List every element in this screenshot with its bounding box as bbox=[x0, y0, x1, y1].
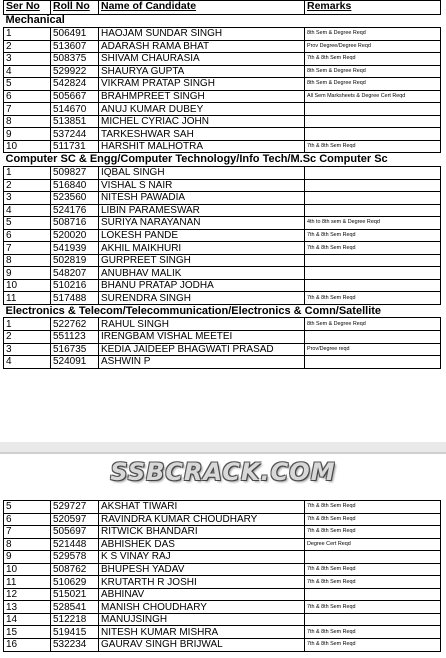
candidate-name-cell: SURIYA NARAYANAN bbox=[99, 217, 305, 230]
table-row bbox=[4, 356, 441, 369]
remarks-cell bbox=[305, 551, 441, 564]
roll-no-cell: 548207 bbox=[51, 267, 99, 280]
ser-no-cell: 9 bbox=[4, 128, 51, 141]
candidate-name-cell: SHAURYA GUPTA bbox=[99, 65, 305, 78]
roll-no-cell: 532234 bbox=[51, 639, 99, 652]
table-row bbox=[4, 217, 441, 230]
table-row bbox=[4, 513, 441, 526]
roll-no-cell: 506491 bbox=[51, 28, 99, 41]
table-row bbox=[4, 78, 441, 91]
roll-no-cell: 542824 bbox=[51, 78, 99, 91]
roll-no-cell: 508716 bbox=[51, 217, 99, 230]
remarks-cell bbox=[305, 331, 441, 344]
roll-no-cell: 508375 bbox=[51, 53, 99, 66]
ser-no-cell: 4 bbox=[4, 356, 51, 369]
table-row bbox=[4, 576, 441, 589]
candidate-name-cell: IQBAL SINGH bbox=[99, 166, 305, 179]
table-row bbox=[4, 115, 441, 128]
roll-no-cell: 522762 bbox=[51, 318, 99, 331]
table-row bbox=[4, 563, 441, 576]
table-row bbox=[4, 318, 441, 331]
remarks-cell: Prov/Degree reqd bbox=[305, 343, 441, 356]
remarks-cell bbox=[305, 166, 441, 179]
candidate-name-cell: VIKRAM PRATAP SINGH bbox=[99, 78, 305, 91]
table-row bbox=[4, 192, 441, 205]
roll-no-cell: 511731 bbox=[51, 140, 99, 153]
remarks-cell: 7th & 8th Sem Reqd bbox=[305, 229, 441, 242]
remarks-cell bbox=[305, 103, 441, 116]
candidate-name-cell: ANUJ KUMAR DUBEY bbox=[99, 103, 305, 116]
table-row bbox=[4, 65, 441, 78]
section-heading-row bbox=[4, 153, 441, 167]
ser-no-cell: 1 bbox=[4, 318, 51, 331]
ser-no-cell: 6 bbox=[4, 229, 51, 242]
roll-no-cell: 529578 bbox=[51, 551, 99, 564]
table-row bbox=[4, 279, 441, 292]
section-heading: Computer SC & Engg/Computer Technology/Info Tech/M.Sc Computer Sc bbox=[4, 153, 441, 167]
candidate-name-cell: TARKESHWAR SAH bbox=[99, 128, 305, 141]
remarks-cell: 7th & 8th Sem Reqd bbox=[305, 526, 441, 539]
remarks-cell: 7th & 8th Sem Reqd bbox=[305, 576, 441, 589]
remarks-header: Remarks bbox=[305, 1, 441, 15]
ser-no-cell: 4 bbox=[4, 204, 51, 217]
remarks-cell: Prov Degree/Degree Reqd bbox=[305, 40, 441, 53]
roll-no-cell: 505697 bbox=[51, 526, 99, 539]
remarks-cell: 7th & 8th Sem Reqd bbox=[305, 501, 441, 514]
remarks-cell: 7th & 8th Sem Reqd bbox=[305, 53, 441, 66]
candidate-name-cell: NITESH KUMAR MISHRA bbox=[99, 626, 305, 639]
roll-no-cell: 517488 bbox=[51, 292, 99, 305]
roll-no-cell: 513607 bbox=[51, 40, 99, 53]
ser-no-cell: 11 bbox=[4, 292, 51, 305]
ser-no-cell: 3 bbox=[4, 343, 51, 356]
ser-no-header: Ser No bbox=[4, 1, 51, 15]
remarks-cell bbox=[305, 588, 441, 601]
roll-no-cell: 551123 bbox=[51, 331, 99, 344]
candidate-name-cell: HAOJAM SUNDAR SINGH bbox=[99, 28, 305, 41]
remarks-cell bbox=[305, 179, 441, 192]
candidate-table-continued-body bbox=[4, 501, 441, 652]
remarks-cell: 7th & 8th Sem Reqd bbox=[305, 292, 441, 305]
table-row bbox=[4, 613, 441, 626]
table-row bbox=[4, 179, 441, 192]
candidate-table-continued bbox=[3, 500, 441, 652]
candidate-name-cell: KEDIA JAIDEEP BHAGWATI PRASAD bbox=[99, 343, 305, 356]
candidate-name-cell: GAURAV SINGH BRIJWAL bbox=[99, 639, 305, 652]
table-row bbox=[4, 551, 441, 564]
candidate-name-cell: KRUTARTH R JOSHI bbox=[99, 576, 305, 589]
ser-no-cell: 9 bbox=[4, 551, 51, 564]
candidate-name-cell: RAHUL SINGH bbox=[99, 318, 305, 331]
table-row bbox=[4, 229, 441, 242]
candidate-name-cell: SURENDRA SINGH bbox=[99, 292, 305, 305]
ser-no-cell: 8 bbox=[4, 538, 51, 551]
ser-no-cell: 7 bbox=[4, 526, 51, 539]
candidate-table-body bbox=[4, 1, 441, 369]
name-header: Name of Candidate bbox=[99, 1, 305, 15]
table-row bbox=[4, 90, 441, 103]
page-gap bbox=[0, 442, 446, 452]
remarks-cell: 8th Sem & Degree Reqd bbox=[305, 78, 441, 91]
candidate-name-cell: AKSHAT TIWARI bbox=[99, 501, 305, 514]
ser-no-cell: 15 bbox=[4, 626, 51, 639]
candidate-name-cell: HARSHIT MALHOTRA bbox=[99, 140, 305, 153]
remarks-cell: 8th Sem & Degree Reqd bbox=[305, 65, 441, 78]
ser-no-cell: 5 bbox=[4, 501, 51, 514]
remarks-cell: 7th & 8th Sem Reqd bbox=[305, 626, 441, 639]
watermark-text: SSBCRACK.COM bbox=[110, 458, 336, 486]
remarks-cell bbox=[305, 356, 441, 369]
candidate-name-cell: ABHISHEK DAS bbox=[99, 538, 305, 551]
remarks-cell bbox=[305, 254, 441, 267]
table-row bbox=[4, 588, 441, 601]
roll-no-cell: 523560 bbox=[51, 192, 99, 205]
roll-no-cell: 529727 bbox=[51, 501, 99, 514]
remarks-cell bbox=[305, 267, 441, 280]
remarks-cell: 4th to 8th sem & Degree Reqd bbox=[305, 217, 441, 230]
candidate-name-cell: BRAHMPREET SINGH bbox=[99, 90, 305, 103]
section-heading-row bbox=[4, 304, 441, 318]
section-heading: Mechanical bbox=[4, 14, 441, 28]
table-row bbox=[4, 128, 441, 141]
remarks-cell bbox=[305, 115, 441, 128]
ser-no-cell: 8 bbox=[4, 115, 51, 128]
remarks-cell bbox=[305, 128, 441, 141]
remarks-cell: 7th & 8th Sem Reqd bbox=[305, 639, 441, 652]
candidate-name-cell: VISHAL S NAIR bbox=[99, 179, 305, 192]
candidate-name-cell: ANUBHAV MALIK bbox=[99, 267, 305, 280]
table-row bbox=[4, 53, 441, 66]
ser-no-cell: 2 bbox=[4, 40, 51, 53]
roll-no-cell: 505667 bbox=[51, 90, 99, 103]
table-row bbox=[4, 292, 441, 305]
remarks-cell: 7th & 8th Sem Reqd bbox=[305, 513, 441, 526]
table-row bbox=[4, 501, 441, 514]
remarks-cell: 8th Sem & Degree Reqd bbox=[305, 318, 441, 331]
remarks-cell: 8th Sem & Degree Reqd bbox=[305, 28, 441, 41]
ser-no-cell: 10 bbox=[4, 279, 51, 292]
roll-no-cell: 528541 bbox=[51, 601, 99, 614]
ser-no-cell: 6 bbox=[4, 90, 51, 103]
roll-no-cell: 514670 bbox=[51, 103, 99, 116]
remarks-cell: 7th & 8th Sem Reqd bbox=[305, 140, 441, 153]
ser-no-cell: 10 bbox=[4, 563, 51, 576]
roll-no-cell: 520020 bbox=[51, 229, 99, 242]
page-gap-edge bbox=[0, 452, 446, 454]
table-row bbox=[4, 343, 441, 356]
ser-no-cell: 11 bbox=[4, 576, 51, 589]
candidate-name-cell: LIBIN PARAMESWAR bbox=[99, 204, 305, 217]
candidate-name-cell: BHANU PRATAP JODHA bbox=[99, 279, 305, 292]
table-row bbox=[4, 103, 441, 116]
roll-no-cell: 521448 bbox=[51, 538, 99, 551]
table-row bbox=[4, 626, 441, 639]
ser-no-cell: 10 bbox=[4, 140, 51, 153]
candidate-name-cell: MANUJSINGH bbox=[99, 613, 305, 626]
ser-no-cell: 3 bbox=[4, 192, 51, 205]
roll-no-cell: 513851 bbox=[51, 115, 99, 128]
candidate-name-cell: GURPREET SINGH bbox=[99, 254, 305, 267]
ser-no-cell: 6 bbox=[4, 513, 51, 526]
candidate-name-cell: MICHEL CYRIAC JOHN bbox=[99, 115, 305, 128]
remarks-cell: 7th & 8th Sem Reqd bbox=[305, 242, 441, 255]
ser-no-cell: 12 bbox=[4, 588, 51, 601]
remarks-cell: All Sem Marksheets & Degree Cert Reqd bbox=[305, 90, 441, 103]
roll-no-cell: 516735 bbox=[51, 343, 99, 356]
table-row bbox=[4, 28, 441, 41]
roll-no-cell: 510216 bbox=[51, 279, 99, 292]
ser-no-cell: 16 bbox=[4, 639, 51, 652]
remarks-cell bbox=[305, 613, 441, 626]
ser-no-cell: 5 bbox=[4, 78, 51, 91]
table-row bbox=[4, 526, 441, 539]
table-row bbox=[4, 267, 441, 280]
candidate-name-cell: RITWICK BHANDARI bbox=[99, 526, 305, 539]
candidate-name-cell: AKHIL MAIKHURI bbox=[99, 242, 305, 255]
roll-no-header: Roll No bbox=[51, 1, 99, 15]
ser-no-cell: 7 bbox=[4, 103, 51, 116]
candidate-name-cell: K S VINAY RAJ bbox=[99, 551, 305, 564]
ser-no-cell: 7 bbox=[4, 242, 51, 255]
roll-no-cell: 537244 bbox=[51, 128, 99, 141]
candidate-name-cell: RAVINDRA KUMAR CHOUDHARY bbox=[99, 513, 305, 526]
candidate-name-cell: ABHINAV bbox=[99, 588, 305, 601]
table-row bbox=[4, 40, 441, 53]
roll-no-cell: 509827 bbox=[51, 166, 99, 179]
ser-no-cell: 4 bbox=[4, 65, 51, 78]
table-row bbox=[4, 204, 441, 217]
ser-no-cell: 1 bbox=[4, 166, 51, 179]
candidate-name-cell: SHIVAM CHAURASIA bbox=[99, 53, 305, 66]
table-row bbox=[4, 639, 441, 652]
remarks-cell: Degree Cert Reqd bbox=[305, 538, 441, 551]
roll-no-cell: 519415 bbox=[51, 626, 99, 639]
roll-no-cell: 515021 bbox=[51, 588, 99, 601]
table-header-row bbox=[4, 1, 441, 15]
ser-no-cell: 2 bbox=[4, 331, 51, 344]
roll-no-cell: 541939 bbox=[51, 242, 99, 255]
table-row bbox=[4, 254, 441, 267]
candidate-name-cell: NITESH PAWADIA bbox=[99, 192, 305, 205]
roll-no-cell: 529922 bbox=[51, 65, 99, 78]
roll-no-cell: 516840 bbox=[51, 179, 99, 192]
remarks-cell: 7th & 8th Sem Reqd bbox=[305, 563, 441, 576]
ser-no-cell: 5 bbox=[4, 217, 51, 230]
remarks-cell bbox=[305, 279, 441, 292]
ser-no-cell: 8 bbox=[4, 254, 51, 267]
candidate-name-cell: IRENGBAM VISHAL MEETEI bbox=[99, 331, 305, 344]
candidate-name-cell: BHUPESH YADAV bbox=[99, 563, 305, 576]
remarks-cell bbox=[305, 204, 441, 217]
table-row bbox=[4, 601, 441, 614]
roll-no-cell: 524091 bbox=[51, 356, 99, 369]
ser-no-cell: 14 bbox=[4, 613, 51, 626]
ser-no-cell: 1 bbox=[4, 28, 51, 41]
roll-no-cell: 524176 bbox=[51, 204, 99, 217]
roll-no-cell: 502819 bbox=[51, 254, 99, 267]
remarks-cell: 7th & 8th Sem Reqd bbox=[305, 601, 441, 614]
candidate-name-cell: ASHWIN P bbox=[99, 356, 305, 369]
roll-no-cell: 520597 bbox=[51, 513, 99, 526]
table-row bbox=[4, 242, 441, 255]
section-heading: Electronics & Telecom/Telecommunication/Electronics & Comn/Satellite bbox=[4, 304, 441, 318]
section-heading-row bbox=[4, 14, 441, 28]
candidate-table bbox=[3, 0, 441, 369]
roll-no-cell: 508762 bbox=[51, 563, 99, 576]
ser-no-cell: 9 bbox=[4, 267, 51, 280]
table-row bbox=[4, 331, 441, 344]
ser-no-cell: 13 bbox=[4, 601, 51, 614]
table-row bbox=[4, 538, 441, 551]
roll-no-cell: 512218 bbox=[51, 613, 99, 626]
table-row bbox=[4, 140, 441, 153]
candidate-name-cell: MANISH CHOUDHARY bbox=[99, 601, 305, 614]
ser-no-cell: 2 bbox=[4, 179, 51, 192]
candidate-name-cell: ADARASH RAMA BHAT bbox=[99, 40, 305, 53]
candidate-name-cell: LOKESH PANDE bbox=[99, 229, 305, 242]
ser-no-cell: 3 bbox=[4, 53, 51, 66]
remarks-cell bbox=[305, 192, 441, 205]
table-row bbox=[4, 166, 441, 179]
roll-no-cell: 510629 bbox=[51, 576, 99, 589]
